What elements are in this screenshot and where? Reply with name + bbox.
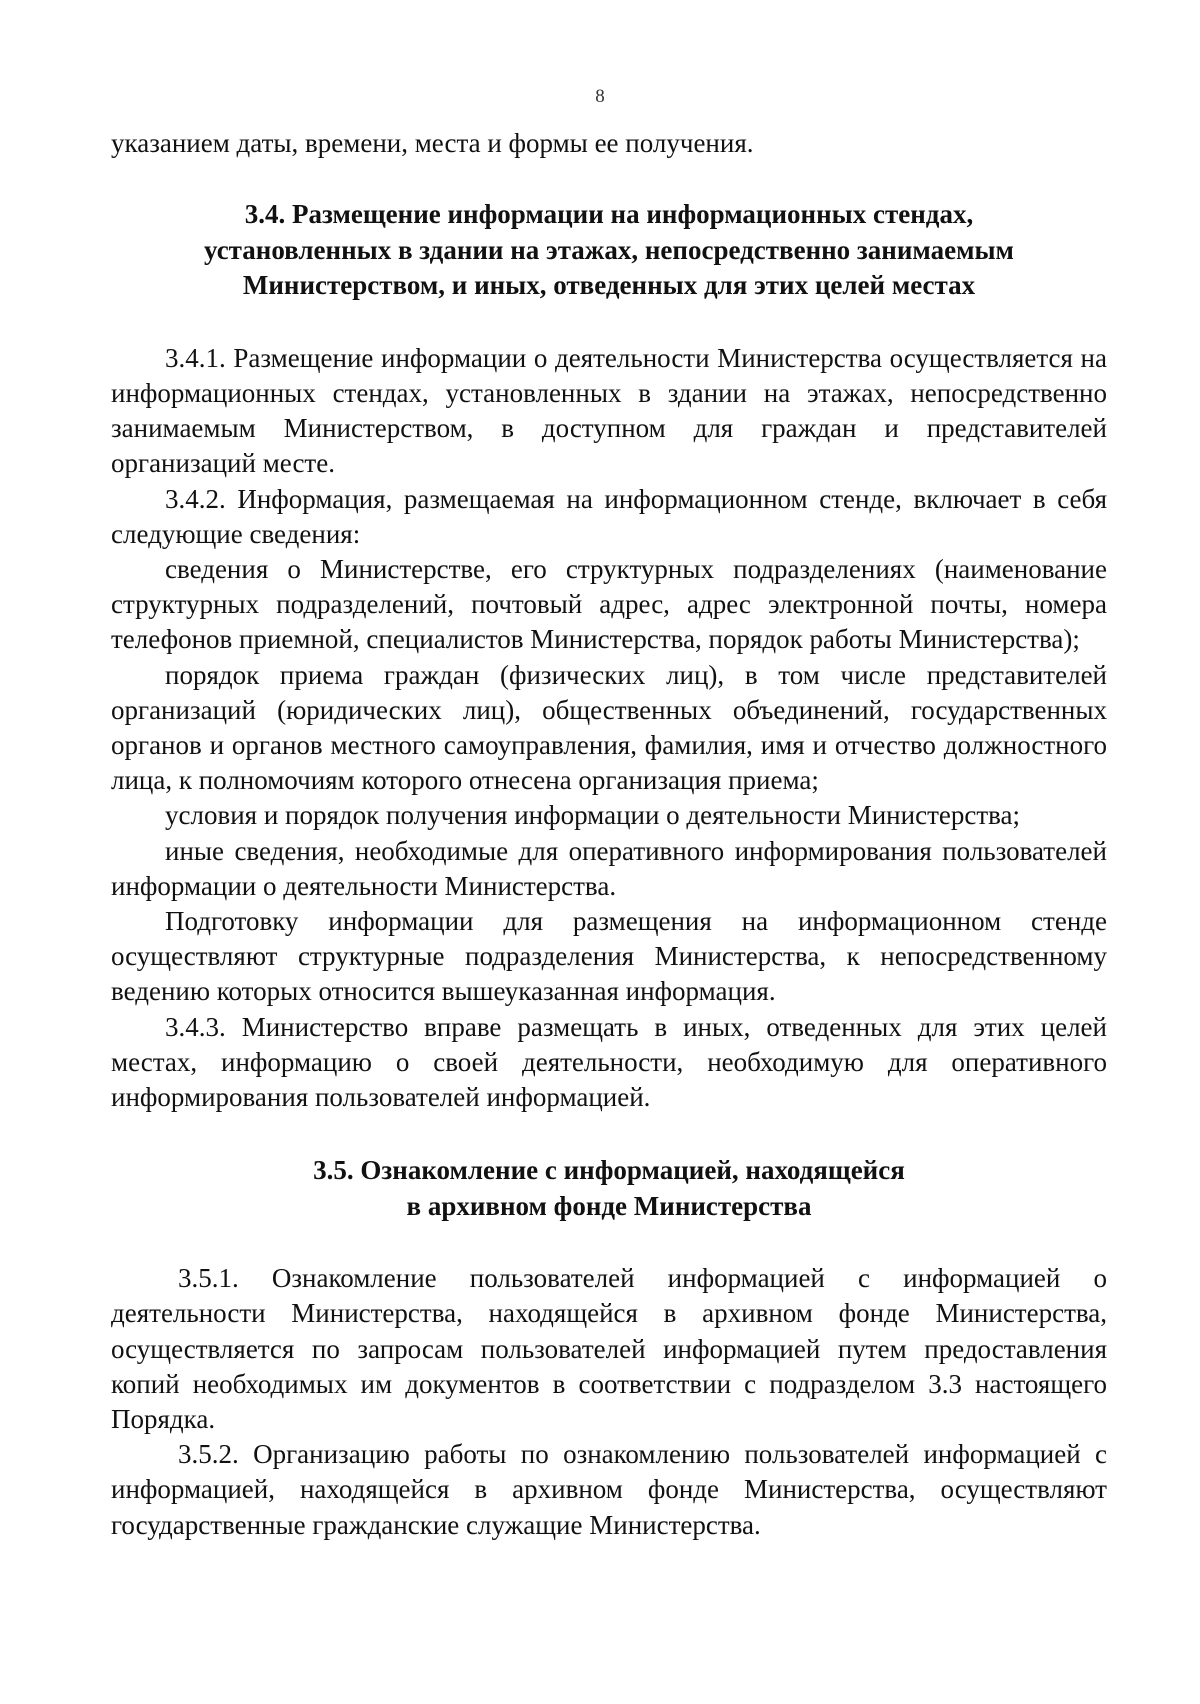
list-item-reception-order: порядок приема граждан (физических лиц), в том числе представителей организаций (юридических лиц), общественных объединений, государственных органов и органов местного самоуправления, фамилия, имя и отчество должностного лица, к полномочиям которого отнесена организация приема; [111,659,1107,796]
paragraph-preparation: Подготовку информации для размещения на информационном стенде осуществляют структурные подразделения Министерства, к непосредственному ведению которых относится вышеуказанная информация. [111,905,1107,1007]
paragraph-3-4-3: 3.4.3. Министерство вправе размещать в иных, отведенных для этих целей местах, информацию о своей деятельности, необходимую для оперативного информирования пользователей информацией. [111,1011,1107,1112]
paragraph-3-5-1: 3.5.1. Ознакомление пользователей информацией с информацией о деятельности Министерства, находящейся в архивном фонде Министерства, осуществляется по запросам пользователей информацией путем предоставления копий необходимых им документов в соответствии с подразделом 3.3 настоящего Порядка. [111,1263,1107,1434]
heading-line: 3.4. Размещение информации на информационных стендах, [244,199,974,230]
paragraph-3-4-1: 3.4.1. Размещение информации о деятельности Министерства осуществляется на информационных стендах, установленных в здании на этажах, непосредственно занимаемым Министерством, в доступном для граждан и представителей организаций месте. [111,342,1107,479]
section-3-5-heading [111,1153,1107,1224]
document-body [111,126,1107,1543]
heading-line: Министерством, и иных, отведенных для этих целей местах [242,270,976,301]
page-number: 8 [595,86,605,107]
paragraph-3-4-2: 3.4.2. Информация, размещаемая на информационном стенде, включает в себя следующие сведения: [111,483,1107,549]
list-item-access-conditions: условия и порядок получения информации о деятельности Министерства; [165,800,1021,831]
list-item-other-info: иные сведения, необходимые для оперативного информирования пользователей информации о деятельности Министерства. [111,835,1107,901]
heading-line: 3.5. Ознакомление с информацией, находящейся [313,1155,905,1186]
paragraph-3-5-2: 3.5.2. Организацию работы по ознакомлению пользователей информацией с информацией, находящейся в архивном фонде Министерства, осуществляют государственные гражданские служащие Министерства. [111,1439,1107,1540]
intro-line: указанием даты, времени, места и формы ее получения. [111,128,754,158]
heading-line: в архивном фонде Министерства [406,1190,812,1221]
list-item-ministry-info: сведения о Министерстве, его структурных подразделениях (наименование структурных подразделений, почтовый адрес, адрес электронной почты, номера телефонов приемной, специалистов Министерства, порядок работы Министерства); [111,553,1107,655]
heading-line: установленных в здании на этажах, непосредственно занимаемым [204,234,1014,265]
section-3-4-heading [111,197,1107,304]
